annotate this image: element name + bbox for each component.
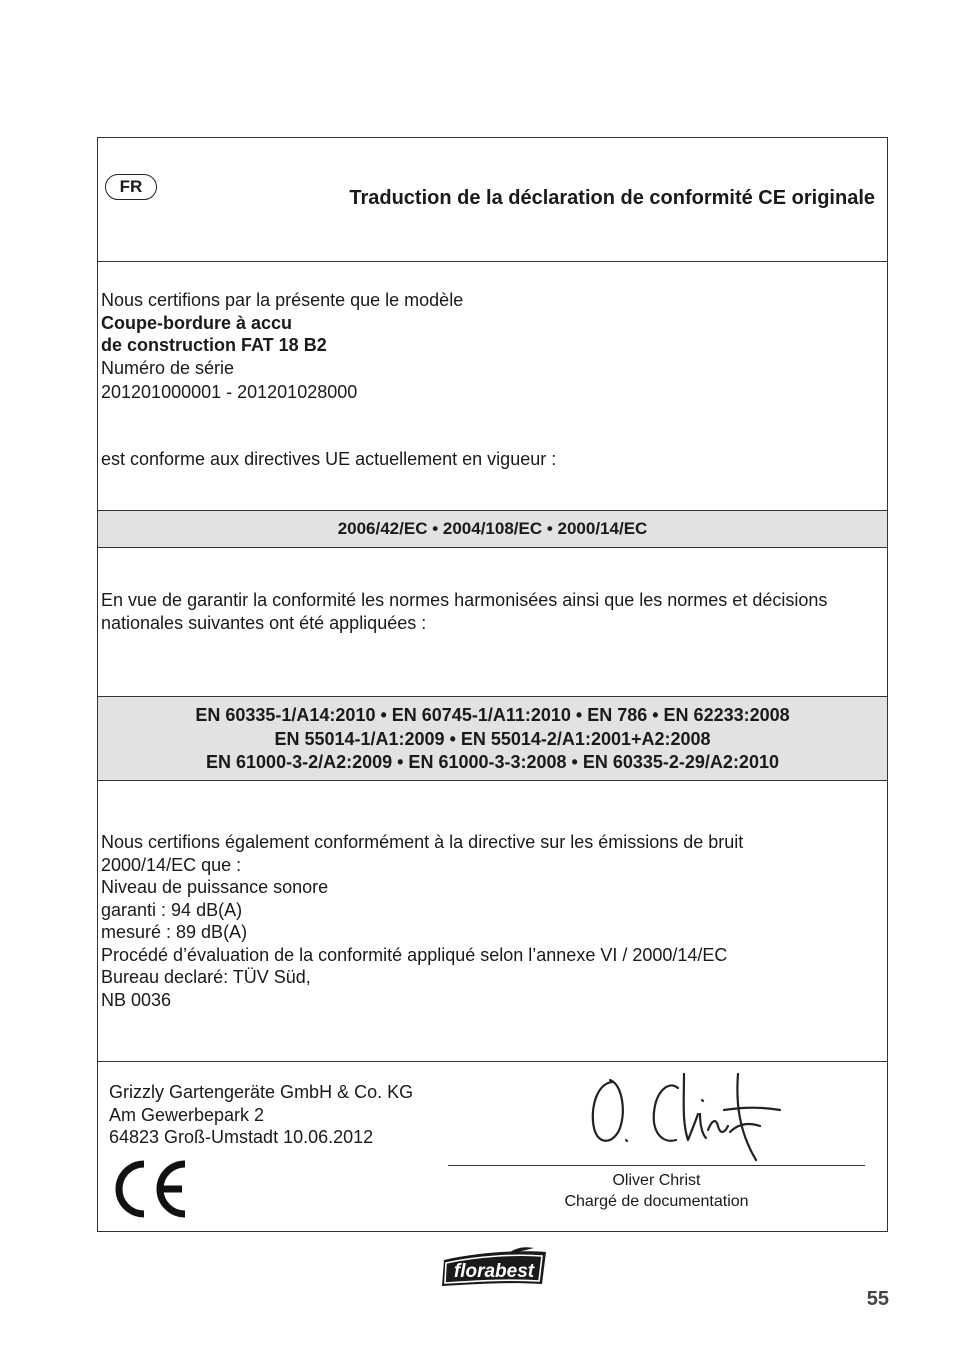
divider (98, 261, 887, 262)
company-street: Am Gewerbepark 2 (109, 1104, 265, 1125)
directive-intro: est conforme aux directives UE actuellement en vigueur : (101, 449, 557, 469)
standards-line: EN 61000-3-2/A2:2009 • EN 61000-3-3:2008 • EN 60335-2-29/A2:2010 (206, 752, 779, 772)
signatory-name: Oliver Christ (612, 1172, 701, 1189)
logo-text: florabest (453, 1261, 535, 1282)
page-number: 55 (866, 1288, 889, 1310)
page-title: Traduction de la déclaration de conformité CE originale (349, 187, 875, 209)
signature-line (448, 1165, 865, 1166)
serial-range: 201201000001 - 201201028000 (101, 382, 358, 402)
florabest-logo (438, 1246, 550, 1288)
company-address (109, 1081, 413, 1149)
standards-intro-line: En vue de garantir la conformité les normes harmonisées ainsi que les normes et décisions (101, 590, 828, 610)
standards-band (98, 696, 887, 781)
serial-label: Numéro de série (101, 357, 235, 378)
standards-intro (101, 589, 887, 634)
standards-line: EN 55014-1/A1:2009 • EN 55014-2/A1:2001+A2:2008 (274, 728, 711, 749)
language-badge: FR (105, 174, 157, 200)
noise-line: garanti : 94 dB(A) (101, 899, 243, 920)
noise-line: Bureau declaré: TÜV Süd, (101, 967, 311, 987)
model-block (101, 289, 887, 404)
noise-line: 2000/14/EC que : (101, 854, 242, 875)
company-name: Grizzly Gartengeräte GmbH & Co. KG (109, 1082, 414, 1102)
divider (98, 1061, 887, 1062)
standards-line: EN 60335-1/A14:2010 • EN 60745-1/A11:2010 • EN 786 • EN 62233:2008 (195, 705, 790, 725)
product-model: de construction FAT 18 B2 (101, 335, 327, 355)
signatory (448, 1170, 865, 1212)
company-city-date: 64823 Groß-Umstadt 10.06.2012 (109, 1127, 374, 1147)
noise-line: mesuré : 89 dB(A) (101, 922, 248, 942)
ce-mark-icon (110, 1158, 190, 1220)
noise-line: Niveau de puissance sonore (101, 877, 329, 897)
signatory-role: Chargé de documentation (564, 1193, 749, 1210)
directives-band: 2006/42/EC • 2004/108/EC • 2000/14/EC (98, 510, 887, 548)
signature-image (588, 1070, 788, 1165)
noise-line: Nous certifions également conformément à la directive sur les émissions de bruit (101, 832, 744, 852)
product-name: Coupe-bordure à accu (101, 312, 293, 333)
noise-line: Procédé d’évaluation de la conformité appliqué selon l’annexe VI / 2000/14/EC (101, 944, 728, 965)
model-intro: Nous certifions par la présente que le modèle (101, 290, 464, 310)
noise-line: NB 0036 (101, 989, 172, 1010)
noise-block (101, 831, 887, 1011)
standards-intro-line: nationales suivantes ont été appliquées : (101, 612, 427, 633)
declaration-frame (97, 137, 888, 1232)
